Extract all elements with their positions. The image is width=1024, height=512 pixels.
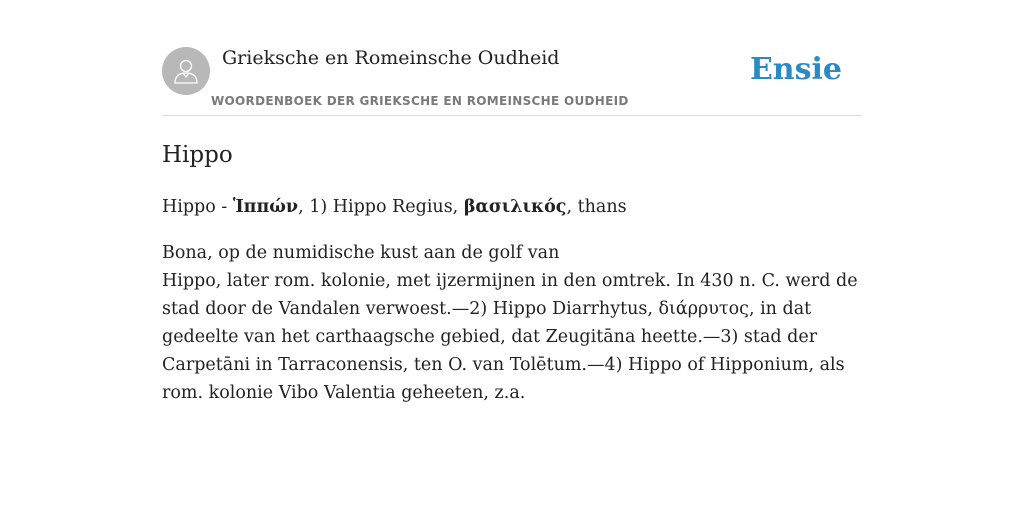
body-line: Bona, op de numidische kust aan de golf van [162, 243, 560, 263]
brand-logo[interactable]: Ensie [749, 52, 842, 87]
lead-text-1: Hippo - [162, 197, 233, 217]
entry-lead [162, 193, 862, 221]
page-container [162, 44, 862, 407]
body-line: rom. kolonie Vibo Valentia geheeten, z.a. [162, 383, 526, 403]
entry-title: Hippo [162, 142, 233, 168]
user-silhouette-icon [170, 55, 202, 87]
user-icon[interactable] [162, 47, 210, 95]
source-header [162, 44, 862, 116]
body-line: stad door de Vandalen verwoest.—2) Hippo Diarrhytus, διάρρυτος, in dat [162, 299, 812, 319]
source-subtitle[interactable]: WOORDENBOEK DER GRIEKSCHE EN ROMEINSCHE OUDHEID [211, 94, 629, 108]
lead-greek-2: βασιλικός [463, 197, 567, 217]
entry-body [162, 239, 858, 407]
source-title[interactable]: Grieksche en Romeinsche Oudheid [222, 47, 560, 69]
body-line: Carpetāni in Tarraconensis, ten O. van Tolētum.—4) Hippo of Hipponium, als [162, 355, 845, 375]
body-line: gedeelte van het carthaagsche gebied, dat Zeugitāna heette.—3) stad der [162, 327, 818, 347]
lead-text-2: , 1) Hippo Regius, [298, 197, 464, 217]
body-line: Hippo, later rom. kolonie, met ijzermijnen in den omtrek. In 430 n. C. werd de [162, 271, 858, 291]
lead-greek-1: Ἱππών [232, 197, 299, 217]
lead-text-3: , thans [566, 197, 627, 217]
